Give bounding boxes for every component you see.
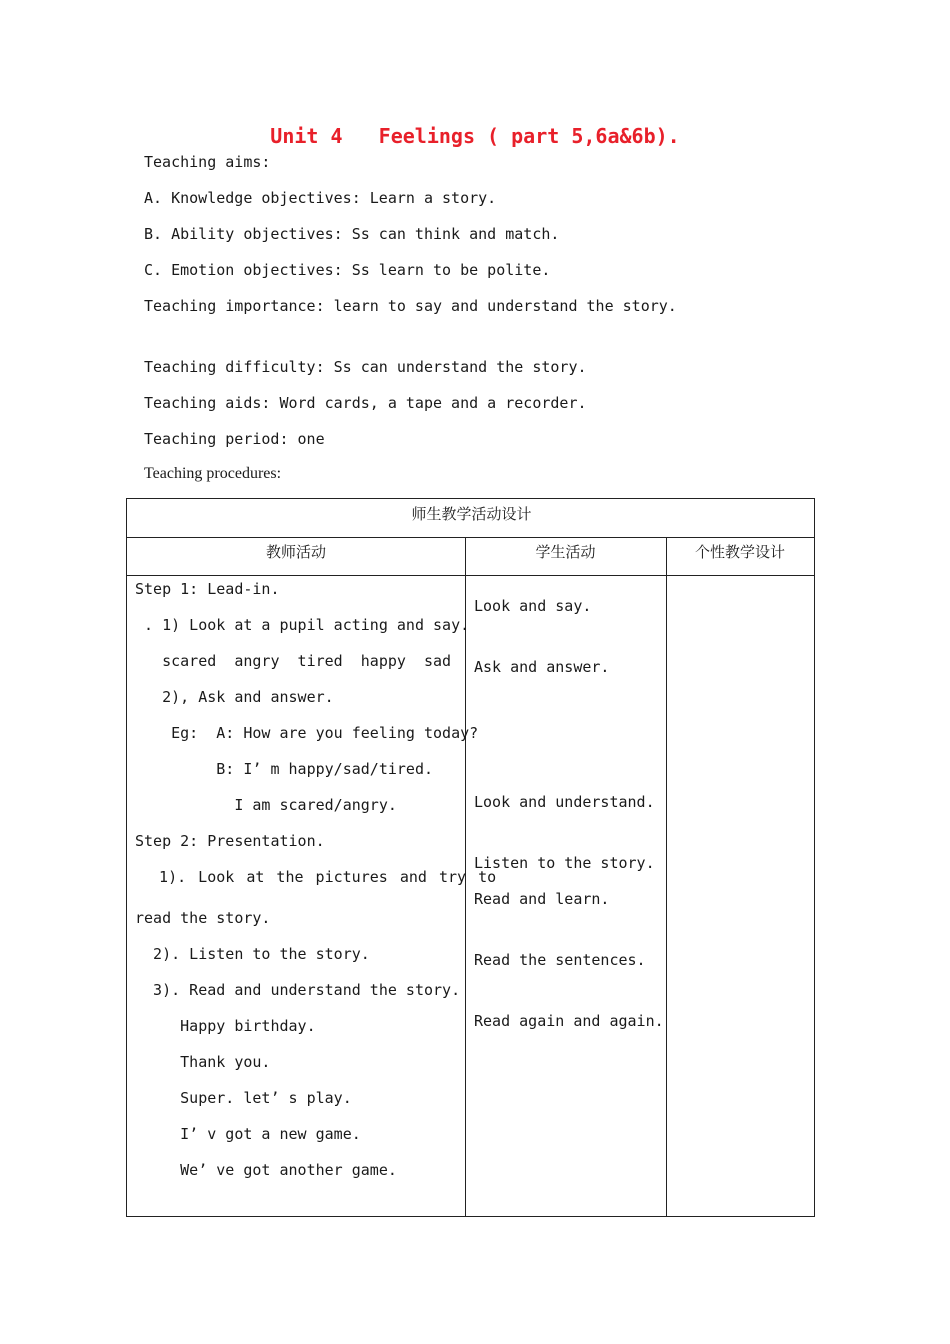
teacher-line: Super. let’ s play.	[135, 1089, 352, 1107]
teaching-aids: Teaching aids: Word cards, a tape and a recorder.	[144, 394, 587, 412]
teacher-line: 2). Listen to the story.	[135, 945, 370, 963]
teaching-procedures-heading: Teaching procedures:	[144, 465, 282, 482]
teacher-line: 2), Ask and answer.	[135, 688, 334, 706]
teacher-line: Step 1: Lead-in.	[135, 580, 280, 598]
teaching-difficulty: Teaching difficulty: Ss can understand the story.	[144, 358, 587, 376]
teacher-line: I am scared/angry.	[135, 796, 397, 814]
student-line: Read the sentences.	[474, 951, 646, 969]
student-line: Read again and again.	[474, 1012, 664, 1030]
student-line: Ask and answer.	[474, 658, 610, 676]
teacher-line: . 1) Look at a pupil acting and say.	[135, 616, 470, 634]
document-title: Unit 4 Feelings ( part 5,6a&6b).	[270, 124, 680, 148]
teaching-aims-heading: Teaching aims:	[144, 153, 271, 171]
teacher-line: scared angry tired happy sad	[135, 652, 452, 670]
teacher-line: We’ ve got another game.	[135, 1161, 397, 1179]
aim-emotion: C. Emotion objectives: Ss learn to be polite.	[144, 261, 551, 279]
teacher-line: Happy birthday.	[135, 1017, 316, 1035]
aim-knowledge: A. Knowledge objectives: Learn a story.	[144, 189, 497, 207]
student-line: Read and learn.	[474, 890, 610, 908]
student-line: Look and say.	[474, 597, 592, 615]
teacher-line: Step 2: Presentation.	[135, 832, 325, 850]
aim-ability: B. Ability objectives: Ss can think and match.	[144, 225, 560, 243]
student-line: Listen to the story.	[474, 854, 655, 872]
teacher-line: B: I’ m happy/sad/tired.	[135, 760, 434, 778]
personal-design-cell	[667, 576, 814, 1216]
teacher-line: read the story.	[135, 909, 271, 927]
teacher-line: 3). Read and understand the story.	[135, 981, 461, 999]
column-header-personal: 个性教学设计	[694, 543, 785, 561]
teacher-line: Thank you.	[135, 1053, 271, 1071]
student-line: Look and understand.	[474, 793, 655, 811]
teacher-line: Eg: A: How are you feeling today?	[135, 724, 479, 742]
column-header-teacher: 教师活动	[265, 543, 326, 561]
teacher-line: I’ v got a new game.	[135, 1125, 361, 1143]
table-caption: 师生教学活动设计	[411, 505, 532, 523]
teacher-line: 1). Look at the pictures and try to	[135, 868, 497, 886]
table-divider	[127, 537, 814, 538]
teaching-importance: Teaching importance: learn to say and understand the story.	[144, 297, 677, 315]
procedures-table	[126, 498, 815, 1217]
column-header-student: 学生活动	[535, 543, 596, 561]
teaching-period: Teaching period: one	[144, 430, 325, 448]
